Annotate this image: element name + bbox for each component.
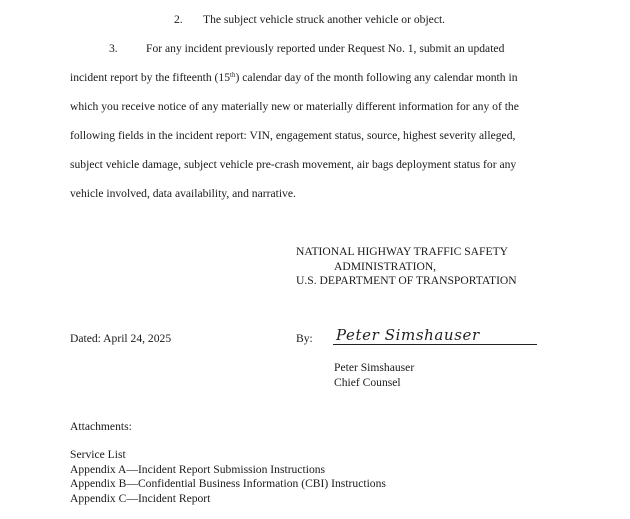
attachment-item: Appendix A—Incident Report Submission Instructions	[70, 463, 326, 476]
item-3-line-1: For any incident previously reported under Request No. 1, submit an updated	[146, 42, 505, 55]
signer-name: Peter Simshauser	[334, 361, 415, 374]
attachment-item: Appendix B—Confidential Business Information (CBI) Instructions	[70, 477, 386, 490]
agency-line-2: ADMINISTRATION,	[334, 260, 437, 273]
item-3-line-2	[70, 71, 518, 84]
dated-line: Dated: April 24, 2025	[70, 332, 172, 345]
item-3-line-4: following fields in the incident report: VIN, engagement status, source, highest severity alleged,	[70, 129, 516, 142]
attachment-item: Appendix C—Incident Report	[70, 492, 211, 505]
item-3-line-3: which you receive notice of any materially new or materially different information for any of the	[70, 100, 519, 113]
item-3-number: 3.	[109, 42, 118, 55]
handwritten-signature: Peter Simshauser	[336, 326, 480, 344]
attachments-heading: Attachments:	[70, 420, 132, 433]
item-3-line-6: vehicle involved, data availability, and narrative.	[70, 187, 296, 200]
item-3-superscript: th	[230, 71, 236, 79]
signer-title: Chief Counsel	[334, 376, 401, 389]
agency-line-1: NATIONAL HIGHWAY TRAFFIC SAFETY	[296, 245, 509, 258]
item-3-line-2-after: ) calendar day of the month following any calendar month in	[235, 71, 518, 84]
attachment-item: Service List	[70, 448, 126, 461]
item-3-line-2-before: incident report by the fifteenth (15	[70, 71, 231, 84]
item-2-text: The subject vehicle struck another vehicle or object.	[203, 13, 446, 26]
item-2-number: 2.	[174, 13, 183, 26]
agency-line-3: U.S. DEPARTMENT OF TRANSPORTATION	[296, 274, 517, 287]
signature-line	[333, 344, 537, 345]
by-label: By:	[296, 332, 313, 345]
item-3-line-5: subject vehicle damage, subject vehicle pre-crash movement, air bags deployment status for any	[70, 158, 517, 171]
